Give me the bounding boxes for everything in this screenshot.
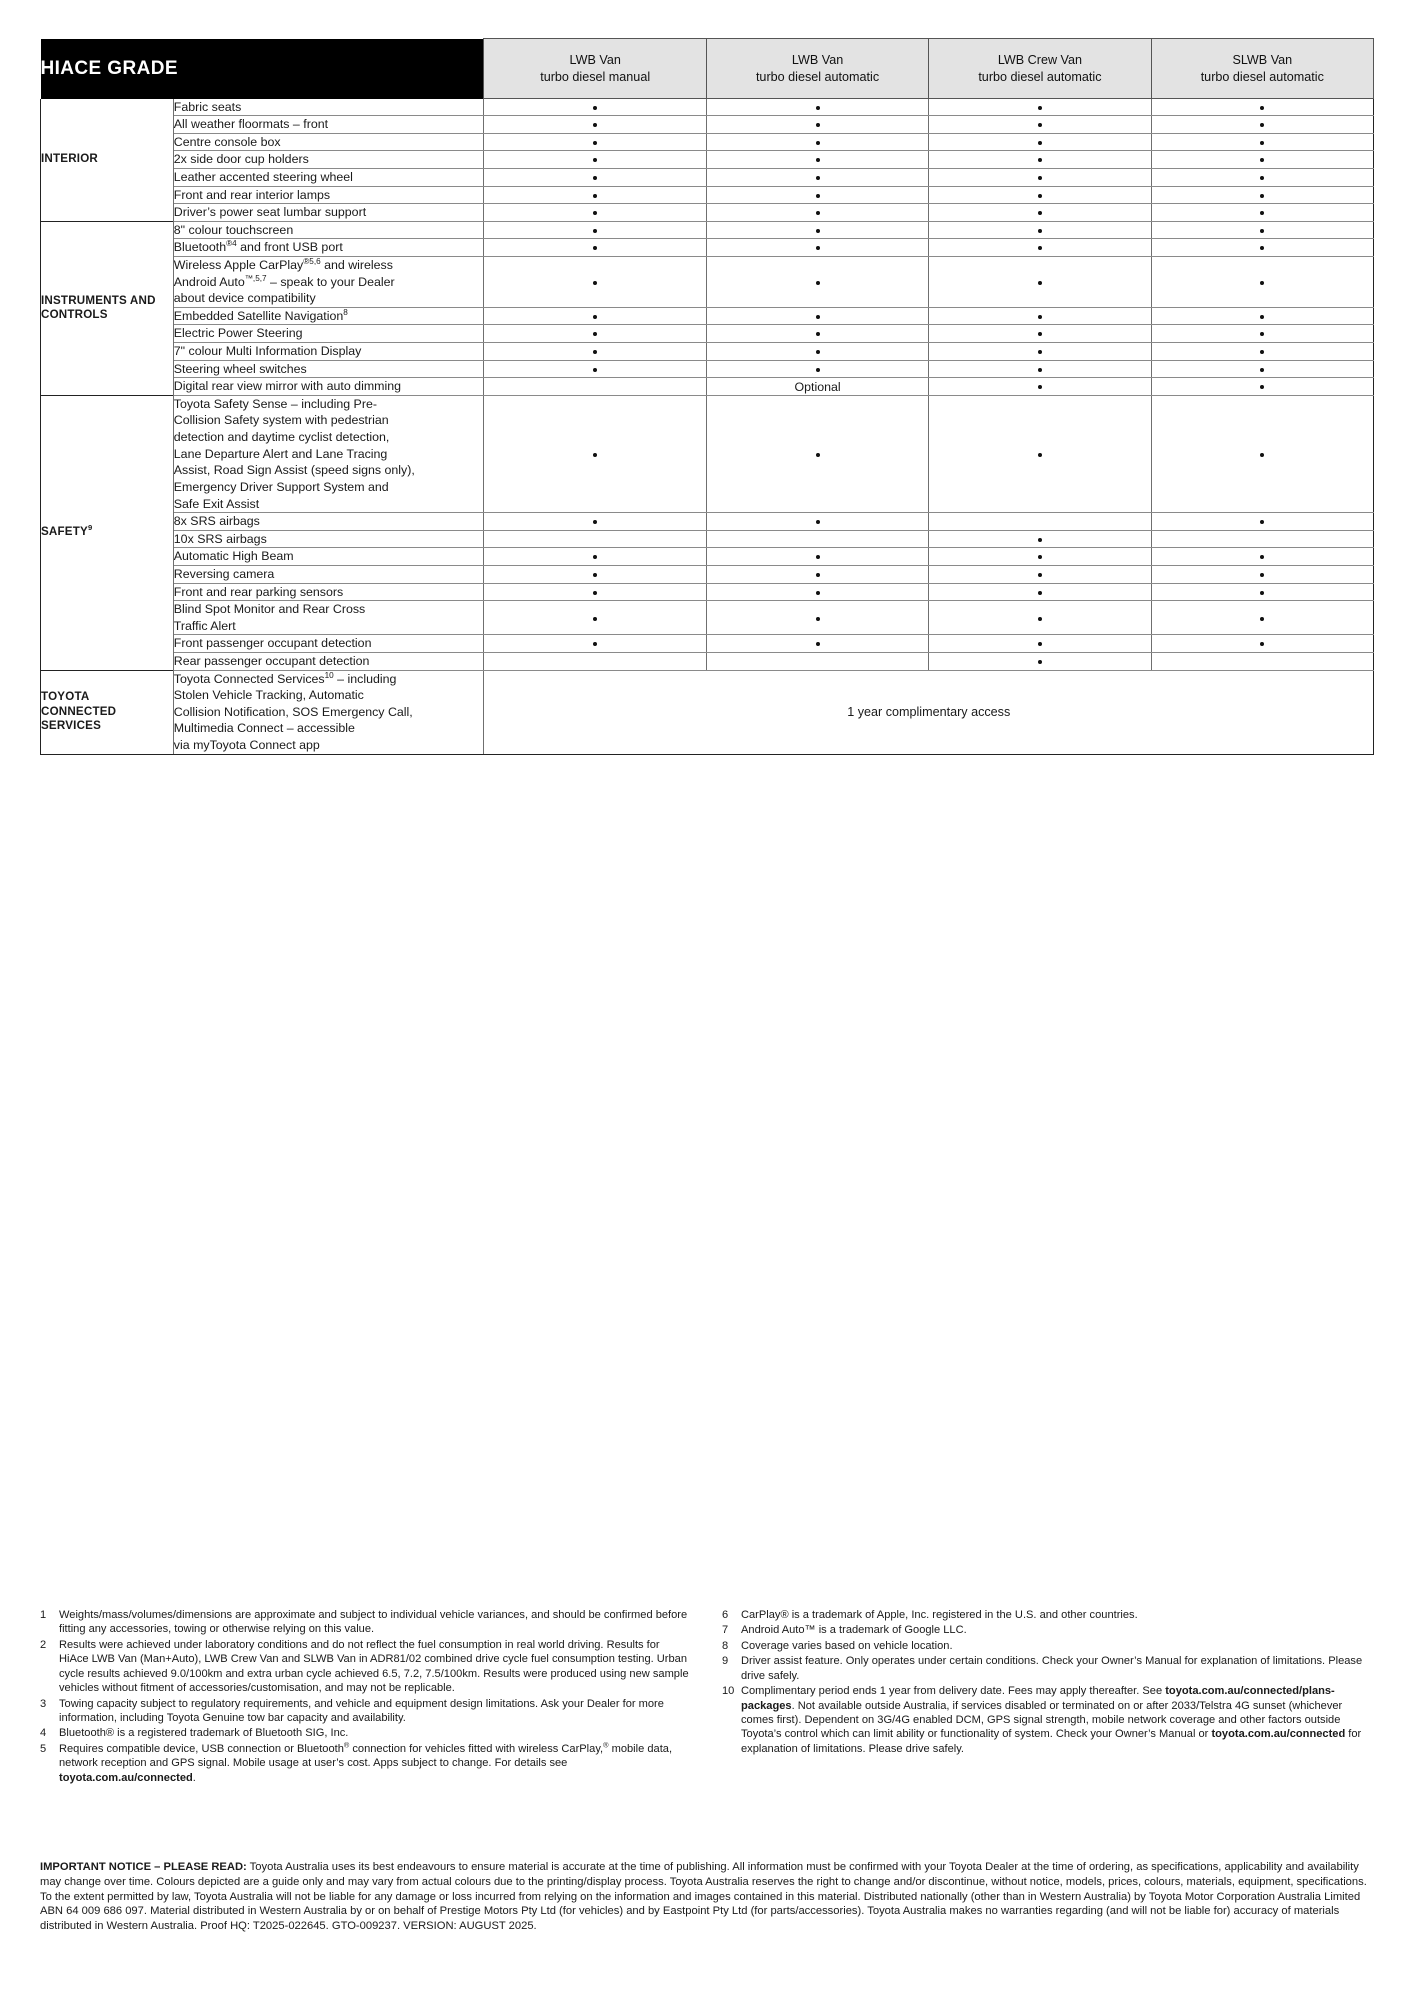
table-row: [41, 133, 1374, 151]
feature-value-cell: [706, 583, 928, 601]
feature-value-cell: [1151, 583, 1373, 601]
feature-value-cell: [929, 635, 1151, 653]
availability-dot-icon: [1038, 350, 1042, 354]
feature-label: Front and rear interior lamps: [173, 186, 484, 204]
feature-value-cell: [1151, 168, 1373, 186]
footnote-item: [40, 1742, 692, 1785]
feature-label: Automatic High Beam: [173, 548, 484, 566]
availability-dot-icon: [593, 591, 597, 595]
feature-value-cell: [706, 239, 928, 257]
feature-value-cell: [929, 239, 1151, 257]
availability-dot-icon: [1260, 453, 1264, 457]
feature-value-cell: [929, 221, 1151, 239]
feature-value-cell: [706, 99, 928, 116]
availability-dot-icon: [1038, 176, 1042, 180]
availability-dot-icon: [1038, 141, 1042, 145]
feature-value-cell: [1151, 395, 1373, 512]
feature-value-cell: [706, 360, 928, 378]
availability-dot-icon: [593, 281, 597, 285]
feature-value-cell: [706, 530, 928, 548]
footnote-text: Requires compatible device, USB connection or Bluetooth® connection for vehicles fitted with wireless CarPlay,® mobile data, network reception and GPS signal. Mobile usage at user’s cost. Apps subject to change. For details see toyota.com.au/connected.: [59, 1740, 673, 1784]
variant-name: LWB Crew Van: [997, 53, 1083, 68]
footnote-text: CarPlay® is a trademark of Apple, Inc. registered in the U.S. and other countries.: [741, 1609, 1138, 1621]
availability-dot-icon: [1260, 642, 1264, 646]
availability-dot-icon: [593, 229, 597, 233]
feature-label: 8x SRS airbags: [173, 513, 484, 531]
feature-value-cell: [706, 221, 928, 239]
footnote-text: Complimentary period ends 1 year from delivery date. Fees may apply thereafter. See toyota.com.au/connected/plans-packages. Not available outside Australia, if services disabled or terminated on or after 2033/Telstra 4G sunset (whichever comes first). Dependent on 3G/4G enabled DCM, GPS signal strength, mobile network coverage and other factors outside Toyota’s control which can limit ability or functionality of system. Check your Owner’s Manual or toyota.com.au/connected for explanation of limitations. Please drive safely.: [741, 1685, 1362, 1755]
feature-label: Steering wheel switches: [173, 360, 484, 378]
availability-dot-icon: [816, 368, 820, 372]
availability-dot-icon: [1038, 194, 1042, 198]
feature-value-cell: [484, 635, 706, 653]
feature-value-cell: [706, 307, 928, 325]
feature-value-cell: [706, 378, 928, 396]
availability-dot-icon: [1260, 246, 1264, 250]
availability-dot-icon: [1260, 555, 1264, 559]
availability-dot-icon: [1038, 368, 1042, 372]
availability-dot-icon: [593, 617, 597, 621]
footnote-text: Coverage varies based on vehicle location.: [741, 1639, 953, 1652]
availability-dot-icon: [1038, 332, 1042, 336]
feature-value-cell: [484, 530, 706, 548]
feature-label: Electric Power Steering: [173, 325, 484, 343]
table-row: [41, 670, 1374, 754]
availability-dot-icon: [1260, 573, 1264, 577]
availability-dot-icon: [1038, 617, 1042, 621]
availability-dot-icon: [1260, 158, 1264, 162]
table-header: [41, 39, 1374, 99]
footnote-text: Towing capacity subject to regulatory requirements, and vehicle and equipment design limitations. Ask your Dealer for more information, including Toyota Genuine tow bar capacity and availability.: [59, 1697, 664, 1724]
availability-dot-icon: [1260, 332, 1264, 336]
feature-value-cell: [706, 325, 928, 343]
feature-value-cell: [484, 186, 706, 204]
availability-dot-icon: [816, 246, 820, 250]
table-row: [41, 343, 1374, 361]
availability-dot-icon: [816, 229, 820, 233]
table-body: [41, 99, 1374, 755]
table-row: [41, 653, 1374, 671]
feature-label: 10x SRS airbags: [173, 530, 484, 548]
availability-dot-icon: [593, 176, 597, 180]
availability-dot-icon: [816, 141, 820, 145]
feature-value-cell: [929, 186, 1151, 204]
table-row: [41, 204, 1374, 222]
feature-value-cell: [1151, 133, 1373, 151]
feature-value-cell: [706, 548, 928, 566]
feature-value-cell: [1151, 307, 1373, 325]
feature-label: Front and rear parking sensors: [173, 583, 484, 601]
availability-dot-icon: [1038, 246, 1042, 250]
availability-dot-icon: [816, 106, 820, 110]
footnote-text: Bluetooth® is a registered trademark of Bluetooth SIG, Inc.: [59, 1727, 349, 1740]
footnote-item: [722, 1623, 1374, 1637]
feature-value-cell: [484, 239, 706, 257]
availability-dot-icon: [593, 194, 597, 198]
availability-dot-icon: [816, 591, 820, 595]
availability-dot-icon: [1260, 176, 1264, 180]
feature-label: Rear passenger occupant detection: [173, 653, 484, 671]
footnote-number: 7: [722, 1624, 729, 1637]
footnotes-left-column: [40, 1608, 692, 1786]
availability-dot-icon: [593, 106, 597, 110]
feature-value-cell: [929, 133, 1151, 151]
feature-value-cell: [484, 343, 706, 361]
availability-dot-icon: [1038, 315, 1042, 319]
table-row: [41, 548, 1374, 566]
feature-value-cell: [484, 168, 706, 186]
footnote-number: 9: [722, 1655, 729, 1668]
availability-dot-icon: [593, 332, 597, 336]
availability-dot-icon: [593, 555, 597, 559]
availability-dot-icon: [593, 520, 597, 524]
availability-dot-icon: [816, 617, 820, 621]
feature-value-cell: [484, 221, 706, 239]
feature-value-cell: [929, 601, 1151, 635]
availability-dot-icon: [1038, 281, 1042, 285]
feature-value-cell: [929, 116, 1151, 134]
footnote-number: 6: [722, 1609, 729, 1621]
feature-value-cell: [706, 168, 928, 186]
footnote-item: [722, 1684, 1374, 1756]
feature-value-cell: [929, 325, 1151, 343]
table-row: [41, 256, 1374, 307]
feature-label: Toyota Safety Sense – including Pre- Collision Safety system with pedestrian detection and daytime cyclist detection, Lane Departure Alert and Lane Tracing Assist, Road Sign Assist (speed signs only), Emergency Driver Support System and Safe Exit Assist: [173, 395, 484, 512]
feature-value-cell: [1151, 530, 1373, 548]
availability-dot-icon: [593, 246, 597, 250]
column-header-variant-3: [929, 39, 1151, 99]
feature-value-cell: [706, 601, 928, 635]
availability-dot-icon: [593, 211, 597, 215]
feature-value-cell: [929, 256, 1151, 307]
feature-label: 8" colour touchscreen: [173, 221, 484, 239]
table-row: [41, 601, 1374, 635]
footnote-number: 3: [40, 1697, 47, 1710]
feature-value-cell: [929, 548, 1151, 566]
variant-drivetrain: turbo diesel automatic: [1200, 69, 1324, 84]
feature-label: Embedded Satellite Navigation$^8$: [173, 307, 484, 325]
table-row: [41, 635, 1374, 653]
availability-dot-icon: [816, 176, 820, 180]
availability-dot-icon: [1038, 158, 1042, 162]
table-title: HIACE GRADE: [41, 39, 484, 99]
feature-value-cell: [484, 378, 706, 396]
availability-dot-icon: [1260, 617, 1264, 621]
feature-value-cell: [484, 99, 706, 116]
feature-value-cell: [706, 635, 928, 653]
footnote-item: [722, 1639, 1374, 1653]
feature-value-cell: [706, 133, 928, 151]
table-row: [41, 513, 1374, 531]
feature-value-cell: [484, 133, 706, 151]
feature-value-cell: [929, 360, 1151, 378]
feature-value-cell: [484, 116, 706, 134]
feature-value-cell: [706, 653, 928, 671]
section-category-4: TOYOTA CONNECTED SERVICES: [41, 670, 174, 754]
section-category-3: SAFETY$^9$: [41, 395, 174, 670]
availability-dot-icon: [816, 453, 820, 457]
feature-value-cell: [1151, 256, 1373, 307]
footnote-number: 2: [40, 1638, 47, 1651]
availability-dot-icon: [1260, 141, 1264, 145]
table-row: [41, 239, 1374, 257]
feature-value-cell: [929, 99, 1151, 116]
availability-dot-icon: [816, 555, 820, 559]
availability-dot-icon: [1038, 538, 1042, 542]
availability-dot-icon: [593, 315, 597, 319]
feature-value-cell: [484, 395, 706, 512]
table-row: [41, 395, 1374, 512]
availability-dot-icon: [816, 642, 820, 646]
table-row: [41, 168, 1374, 186]
feature-value-cell: [929, 204, 1151, 222]
availability-dot-icon: [816, 332, 820, 336]
footnote-item: [40, 1638, 692, 1696]
table-row: [41, 307, 1374, 325]
feature-value-cell: [1151, 548, 1373, 566]
feature-value-cell: [1151, 601, 1373, 635]
feature-label: All weather floormats – front: [173, 116, 484, 134]
feature-value-cell: [484, 653, 706, 671]
table-row: [41, 151, 1374, 169]
feature-value-cell: [1151, 513, 1373, 531]
footnote-number: 8: [722, 1639, 729, 1652]
feature-value-cell: [1151, 221, 1373, 239]
feature-value-cell: [484, 256, 706, 307]
feature-value-cell: [1151, 343, 1373, 361]
feature-value-cell: [929, 395, 1151, 512]
feature-value-cell: [484, 548, 706, 566]
availability-dot-icon: [1038, 573, 1042, 577]
feature-value-cell: [929, 583, 1151, 601]
footnote-text: Results were achieved under laboratory conditions and do not reflect the fuel consumption in real world driving. Results for HiAce LWB Van (Man+Auto), LWB Crew Van and SLWB Van in ADR81/02 combined drive cycle fuel consumption testing. Urban cycle results achieved 9.0/100km and extra urban cycle achieved 6.5, 7.2, 7.5/100km. Results were produced using new sample vehicles without fitment of accessories/customisation, and may not be replicable.: [59, 1638, 689, 1695]
variant-drivetrain: turbo diesel manual: [540, 69, 651, 84]
footnotes: [40, 1608, 1374, 1786]
footnote-item: [722, 1608, 1374, 1622]
feature-label: 2x side door cup holders: [173, 151, 484, 169]
availability-dot-icon: [816, 211, 820, 215]
footnote-text: Driver assist feature. Only operates under certain conditions. Check your Owner’s Manual for explanation of limitations. Please drive safely.: [741, 1655, 1363, 1682]
table-row: [41, 530, 1374, 548]
feature-label: Digital rear view mirror with auto dimming: [173, 378, 484, 396]
feature-value-cell: [1151, 378, 1373, 396]
availability-dot-icon: [1038, 123, 1042, 127]
footnote-number: 1: [40, 1609, 47, 1621]
feature-value-cell: [484, 360, 706, 378]
footnote-number: 4: [40, 1727, 47, 1740]
footnote-item: [722, 1654, 1374, 1683]
availability-dot-icon: [1260, 368, 1264, 372]
feature-label: Reversing camera: [173, 565, 484, 583]
availability-dot-icon: [816, 123, 820, 127]
important-notice: [40, 1860, 1374, 1934]
footnote-number: 10: [722, 1685, 735, 1698]
feature-value-cell: [484, 325, 706, 343]
availability-dot-icon: [1260, 281, 1264, 285]
feature-value-cell: [484, 583, 706, 601]
variant-drivetrain: turbo diesel automatic: [978, 69, 1102, 84]
feature-value-cell: [706, 565, 928, 583]
footnote-number: 5: [40, 1742, 47, 1755]
feature-label: Front passenger occupant detection: [173, 635, 484, 653]
availability-dot-icon: [593, 368, 597, 372]
feature-value-cell: [929, 530, 1151, 548]
footnote-text: Weights/mass/volumes/dimensions are approximate and subject to individual vehicle variances, and should be confirmed before fitting any accessories, towing or otherwise relying on this value.: [59, 1609, 688, 1636]
feature-value-cell: [484, 151, 706, 169]
availability-dot-icon: [1260, 350, 1264, 354]
feature-value-cell: [929, 513, 1151, 531]
table-row: [41, 378, 1374, 396]
feature-label: Centre console box: [173, 133, 484, 151]
availability-dot-icon: [1038, 660, 1042, 664]
availability-dot-icon: [1260, 194, 1264, 198]
availability-dot-icon: [1038, 385, 1042, 389]
variant-drivetrain: turbo diesel automatic: [755, 69, 880, 84]
feature-value-cell: [1151, 151, 1373, 169]
feature-value-cell: [1151, 204, 1373, 222]
feature-value-cell: [929, 307, 1151, 325]
availability-dot-icon: [816, 350, 820, 354]
availability-dot-icon: [1260, 229, 1264, 233]
feature-value-cell: [1151, 239, 1373, 257]
availability-dot-icon: [593, 141, 597, 145]
feature-value-cell: [929, 343, 1151, 361]
availability-dot-icon: [816, 158, 820, 162]
feature-value-span: 1 year complimentary access: [484, 670, 1374, 754]
feature-value-cell: [706, 116, 928, 134]
column-header-variant-2: [706, 39, 928, 99]
availability-dot-icon: [1260, 315, 1264, 319]
feature-value-cell: [706, 395, 928, 512]
feature-value-cell: [929, 653, 1151, 671]
availability-dot-icon: [1038, 211, 1042, 215]
availability-dot-icon: [593, 158, 597, 162]
feature-value-cell: [1151, 360, 1373, 378]
table-row: [41, 116, 1374, 134]
table-row: [41, 360, 1374, 378]
feature-value-cell: [706, 204, 928, 222]
specification-table-container: [40, 38, 1374, 755]
feature-label: Leather accented steering wheel: [173, 168, 484, 186]
table-row: [41, 99, 1374, 116]
feature-value-cell: [484, 565, 706, 583]
feature-value-cell: [1151, 99, 1373, 116]
table-row: [41, 221, 1374, 239]
table-row: [41, 583, 1374, 601]
availability-dot-icon: [1260, 106, 1264, 110]
availability-dot-icon: [1260, 520, 1264, 524]
availability-text: Optional: [794, 379, 841, 394]
footnote-item: [40, 1726, 692, 1740]
availability-dot-icon: [816, 315, 820, 319]
availability-dot-icon: [1260, 591, 1264, 595]
availability-dot-icon: [816, 194, 820, 198]
feature-label: Bluetooth$^{®4}$ and front USB port: [173, 239, 484, 257]
availability-dot-icon: [593, 350, 597, 354]
feature-value-cell: [1151, 325, 1373, 343]
feature-label: Blind Spot Monitor and Rear Cross Traffic Alert: [173, 601, 484, 635]
footnote-item: [40, 1697, 692, 1726]
specification-table: [40, 38, 1374, 755]
feature-label: Toyota Connected Services$^{10}$ – including Stolen Vehicle Tracking, Automatic Collision Notification, SOS Emergency Call, Multimedia Connect – accessible via myToyota Connect app: [173, 670, 484, 754]
feature-label: Fabric seats: [173, 99, 484, 116]
feature-value-cell: [1151, 653, 1373, 671]
feature-label: 7" colour Multi Information Display: [173, 343, 484, 361]
feature-value-cell: [706, 256, 928, 307]
footnote-text: Android Auto™ is a trademark of Google LLC.: [741, 1624, 967, 1637]
availability-dot-icon: [1038, 106, 1042, 110]
footnote-item: [40, 1608, 692, 1637]
feature-value-cell: [929, 168, 1151, 186]
availability-dot-icon: [593, 642, 597, 646]
availability-dot-icon: [1038, 642, 1042, 646]
availability-dot-icon: [593, 453, 597, 457]
availability-dot-icon: [816, 281, 820, 285]
column-header-variant-1: [484, 39, 706, 99]
feature-value-cell: [1151, 565, 1373, 583]
table-row: [41, 325, 1374, 343]
feature-label: Driver’s power seat lumbar support: [173, 204, 484, 222]
feature-value-cell: [484, 601, 706, 635]
feature-value-cell: [706, 513, 928, 531]
important-notice-body: Toyota Australia uses its best endeavours to ensure material is accurate at the time of publishing. All information must be confirmed with your Toyota Dealer at the time of ordering, as specifications, applicability and availability may change over time. Colours depicted are a guide only and may vary from actual colours due to the printing/display process. Toyota Australia reserves the right to change and/or discontinue, without notice, models, prices, colours, materials, equipment, specifications. To the extent permitted by law, Toyota Australia will not be liable for any damage or loss incurred from relying on the information and images contained in this material. Distributed nationally (other than in Western Australia) by Toyota Motor Corporation Australia Limited ABN 64 009 686 097. Material distributed in Western Australia by or on behalf of Prestige Motors Pty Ltd (for vehicles) and by Eastpoint Pty Ltd (for parts/accessories). Toyota Australia makes no warranties regarding (and will not be liable for) accuracy of materials distributed in Western Australia. Proof HQ: T2025-022645. GTO-009237. VERSION: AUGUST 2025.: [40, 1861, 1367, 1933]
feature-value-cell: [484, 307, 706, 325]
availability-dot-icon: [1260, 123, 1264, 127]
feature-value-cell: [929, 565, 1151, 583]
availability-dot-icon: [1038, 453, 1042, 457]
footnotes-right-column: [722, 1608, 1374, 1786]
feature-value-cell: [706, 186, 928, 204]
table-row: [41, 186, 1374, 204]
availability-dot-icon: [816, 520, 820, 524]
availability-dot-icon: [1260, 211, 1264, 215]
availability-dot-icon: [1260, 385, 1264, 389]
column-header-variant-4: [1151, 39, 1373, 99]
variant-name: LWB Van: [791, 53, 844, 68]
feature-value-cell: [484, 204, 706, 222]
feature-value-cell: [484, 513, 706, 531]
feature-value-cell: [929, 378, 1151, 396]
table-row: [41, 565, 1374, 583]
feature-value-cell: [706, 151, 928, 169]
availability-dot-icon: [593, 573, 597, 577]
feature-value-cell: [706, 343, 928, 361]
feature-label: Wireless Apple CarPlay$^{®5,6}$ and wireless Android Auto$^{™,5,7}$ – speak to your Dealer about device compatibility: [173, 256, 484, 307]
availability-dot-icon: [816, 573, 820, 577]
feature-value-cell: [1151, 116, 1373, 134]
feature-value-cell: [929, 151, 1151, 169]
feature-value-cell: [1151, 186, 1373, 204]
section-category-1: INTERIOR: [41, 99, 174, 222]
section-category-2: INSTRUMENTS AND CONTROLS: [41, 221, 174, 395]
availability-dot-icon: [1038, 555, 1042, 559]
variant-name: LWB Van: [569, 53, 621, 68]
availability-dot-icon: [593, 123, 597, 127]
availability-dot-icon: [1038, 229, 1042, 233]
availability-dot-icon: [1038, 591, 1042, 595]
important-notice-heading: IMPORTANT NOTICE – PLEASE READ:: [40, 1861, 247, 1873]
variant-name: SLWB Van: [1232, 53, 1293, 68]
feature-value-cell: [1151, 635, 1373, 653]
